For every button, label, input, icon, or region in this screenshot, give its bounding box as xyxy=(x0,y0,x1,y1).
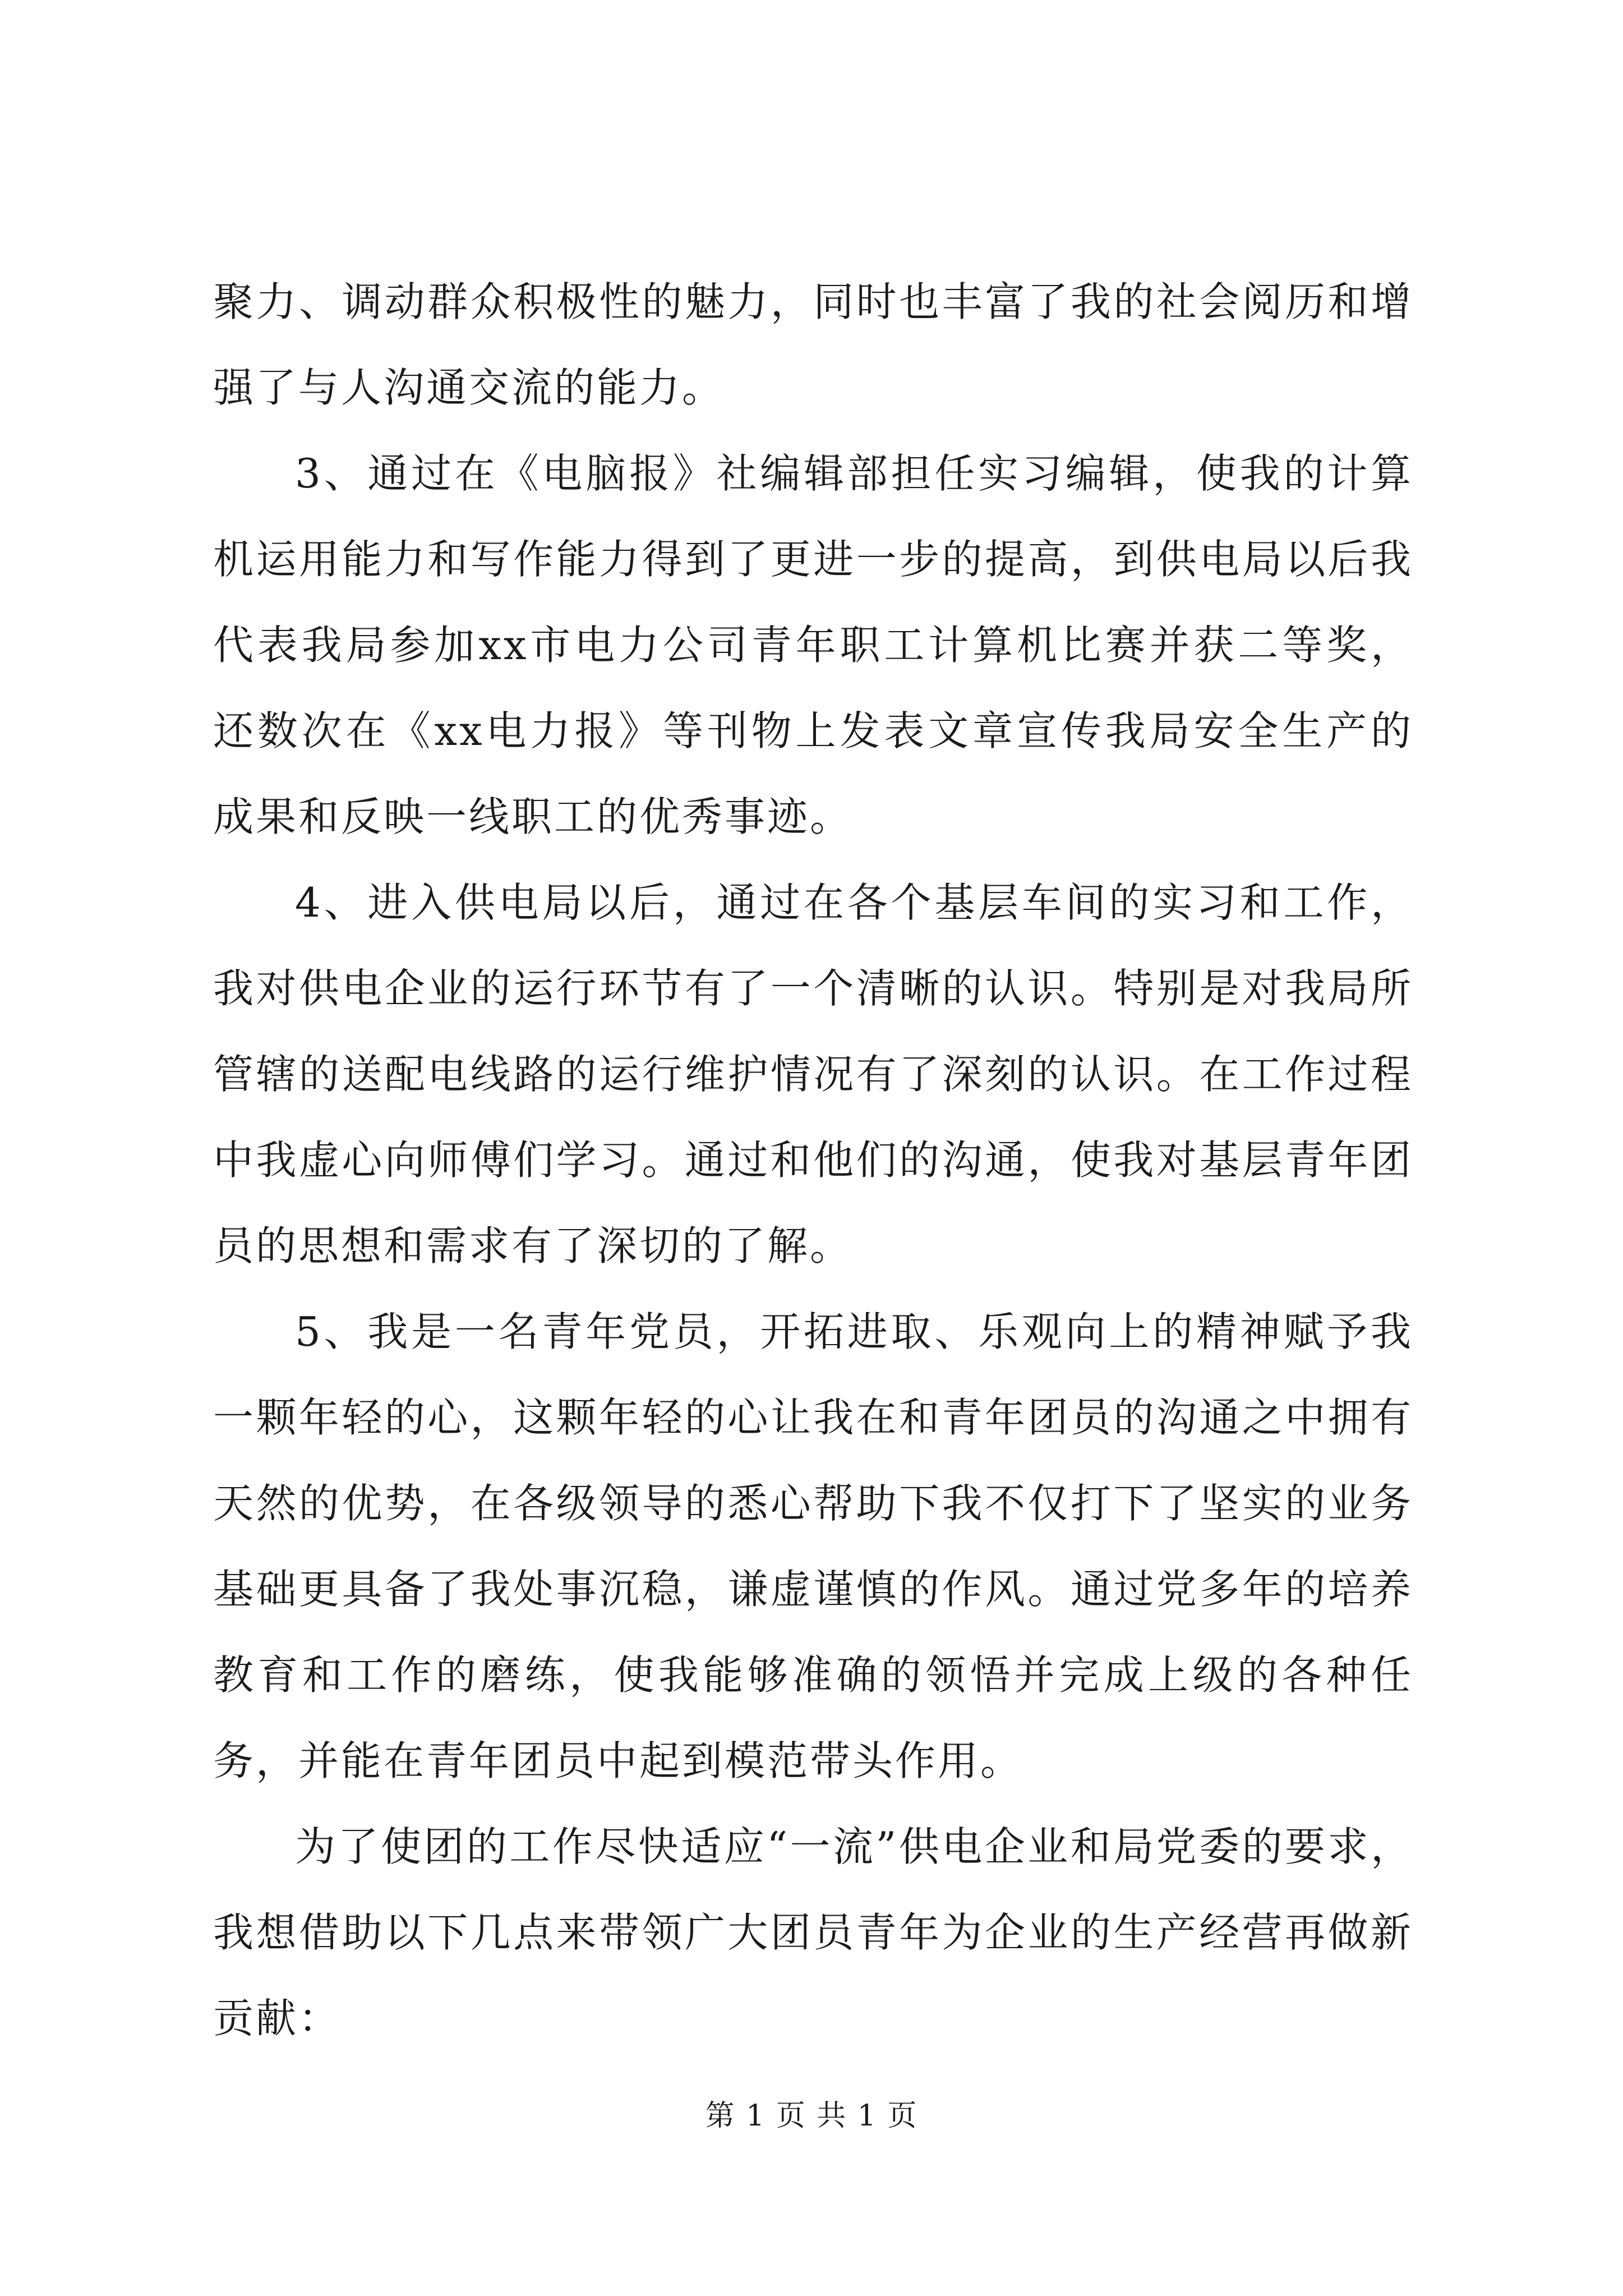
paragraph-continuation: 聚力、调动群众积极性的魅力，同时也丰富了我的社会阅历和增强了与人沟通交流的能力。 xyxy=(213,278,1413,411)
paragraph-item-5: 5、我是一名青年党员，开拓进取、乐观向上的精神赋予我一颗年轻的心，这颗年轻的心让我在和青年团员的沟通之中拥有天然的优势，在各级领导的悉心帮助下我不仅打下了坚实的业务基础更具备了我处事沉稳，谦虚谨慎的作风。通过党多年的培养教育和工作的磨练，使我能够准确的领悟并完成上级的各种任务，并能在青年团员中起到模范带头作用。 xyxy=(213,1308,1413,1784)
paragraph-item-3: 3、通过在《电脑报》社编辑部担任实习编辑，使我的计算机运用能力和写作能力得到了更进一步的提高，到供电局以后我代表我局参加xx市电力公司青年职工计算机比赛并获二等奖，还数次在《xx电力报》等刊物上发表文章宣传我局安全生产的成果和反映一线职工的优秀事迹。 xyxy=(213,450,1413,840)
paragraph-item-4: 4、进入供电局以后，通过在各个基层车间的实习和工作，我对供电企业的运行环节有了一个清晰的认识。特别是对我局所管辖的送配电线路的运行维护情况有了深刻的认识。在工作过程中我虚心向师傅们学习。通过和他们的沟通，使我对基层青年团员的思想和需求有了深切的了解。 xyxy=(213,879,1413,1269)
paragraph-conclusion: 为了使团的工作尽快适应“一流”供电企业和局党委的要求，我想借助以下几点来带领广大团员青年为企业的生产经营再做新贡献： xyxy=(213,1823,1413,2042)
document-body xyxy=(213,259,1413,2062)
page-footer: 第 1 页 共 1 页 xyxy=(705,2099,918,2133)
